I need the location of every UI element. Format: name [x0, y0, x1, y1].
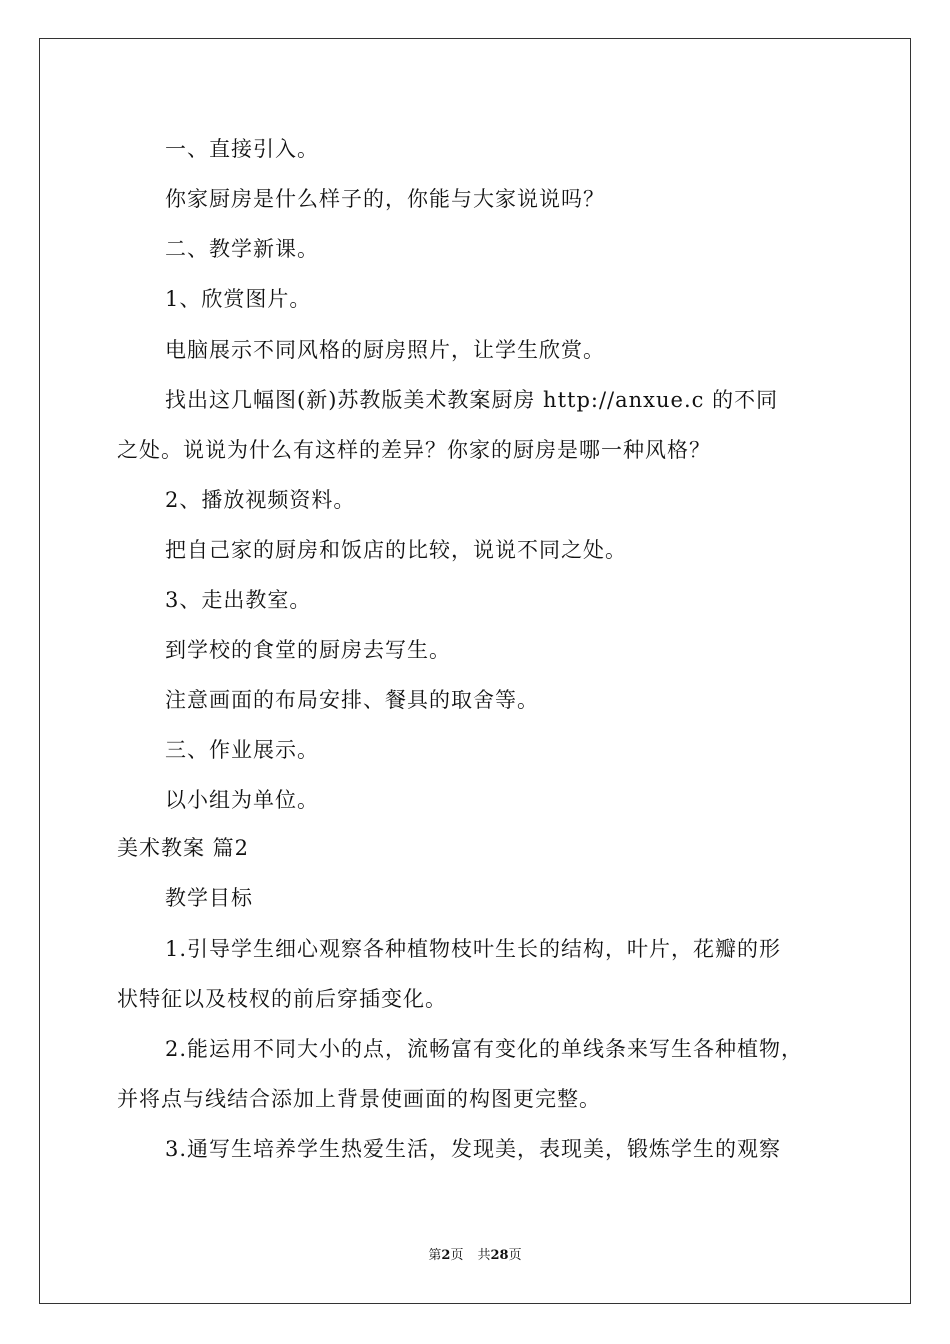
section-heading-intro: 一、直接引入。: [165, 137, 319, 161]
paragraph-line: 之处。说说为什么有这样的差异？你家的厨房是哪一种风格？: [117, 438, 711, 462]
paragraph-line: 并将点与线结合添加上背景使画面的构图更完整。: [117, 1087, 601, 1111]
paragraph-line: 把自己家的厨房和饭店的比较，说说不同之处。: [165, 538, 627, 562]
paragraph-line: 3.通写生培养学生热爱生活，发现美，表现美，锻炼学生的观察: [165, 1137, 782, 1161]
paragraph-line: 2.能运用不同大小的点，流畅富有变化的单线条来写生各种植物，: [165, 1037, 804, 1061]
page-suffix: 页: [450, 1248, 464, 1263]
page-number: 2: [441, 1248, 451, 1263]
page-border: [39, 38, 911, 1304]
paragraph-line: 电脑展示不同风格的厨房照片，让学生欣赏。: [165, 338, 605, 362]
list-item-heading: 2、播放视频资料。: [165, 488, 356, 512]
page-prefix: 第: [428, 1248, 442, 1263]
document-title-part2: 美术教案 篇2: [117, 836, 250, 860]
total-pages: 28: [490, 1248, 509, 1263]
paragraph-line: 注意画面的布局安排、餐具的取舍等。: [165, 688, 539, 712]
paragraph-line: 你家厨房是什么样子的，你能与大家说说吗？: [165, 187, 605, 211]
paragraph-line: 状特征以及枝杈的前后穿插变化。: [117, 987, 447, 1011]
list-item-heading: 3、走出教室。: [165, 588, 312, 612]
page-footer: [0, 1248, 950, 1264]
subheading-objectives: 教学目标: [165, 886, 253, 910]
paragraph-line: 1.引导学生细心观察各种植物枝叶生长的结构，叶片，花瓣的形: [165, 937, 782, 961]
section-heading-homework: 三、作业展示。: [165, 738, 319, 762]
list-item-heading: 1、欣赏图片。: [165, 287, 312, 311]
section-heading-new-lesson: 二、教学新课。: [165, 237, 319, 261]
paragraph-line: 找出这几幅图(新)苏教版美术教案厨房 http://anxue.c 的不同: [165, 388, 779, 412]
total-prefix: 共: [477, 1248, 491, 1263]
paragraph-line: 到学校的食堂的厨房去写生。: [165, 638, 451, 662]
total-suffix: 页: [508, 1248, 522, 1263]
paragraph-line: 以小组为单位。: [165, 788, 319, 812]
